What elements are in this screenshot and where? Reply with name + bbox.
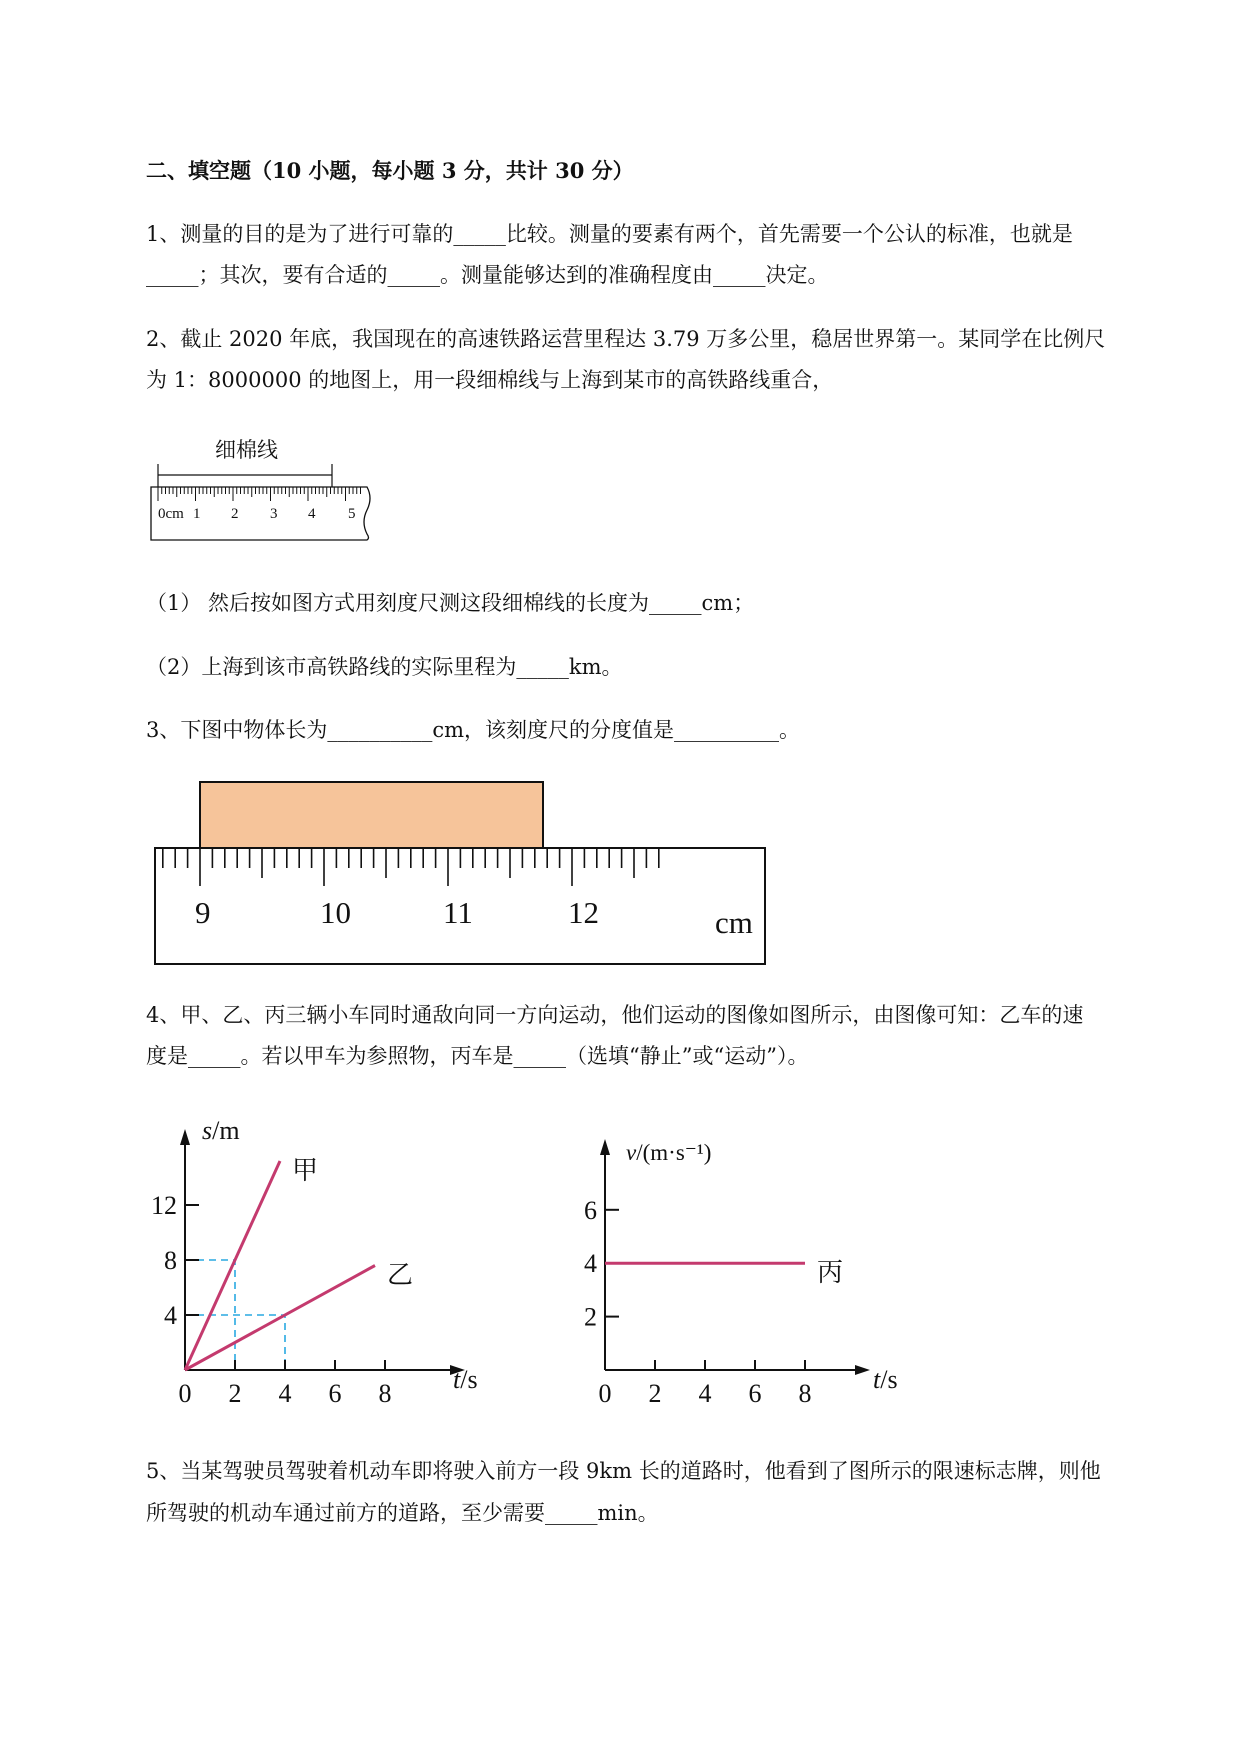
x-tick-label: 4 bbox=[698, 1379, 712, 1408]
svg-text:t/s bbox=[873, 1365, 898, 1394]
ruler-tick-label: 12 bbox=[568, 895, 599, 930]
x-tick-label: 8 bbox=[378, 1379, 392, 1408]
x-tick-label: 2 bbox=[648, 1379, 662, 1408]
ruler-tick-label: 3 bbox=[270, 506, 278, 522]
q4-line2: 度是_____。若以甲车为参照物，丙车是_____（选填“静止”或“运动”）。 bbox=[146, 1044, 809, 1068]
section-title: 二、填空题（10 小题，每小题 3 分，共计 30 分） bbox=[146, 158, 634, 183]
series-line bbox=[185, 1161, 280, 1370]
svg-text:t/s bbox=[453, 1365, 478, 1394]
ruler-tick-label: 1 bbox=[193, 506, 201, 522]
q2-sub2: （2）上海到该市高铁路线的实际里程为_____km。 bbox=[146, 655, 623, 679]
ruler-unit: cm bbox=[715, 905, 753, 940]
y-tick-label: 12 bbox=[151, 1191, 177, 1220]
x-axis-arrow bbox=[855, 1365, 870, 1375]
x-axis-var: t bbox=[873, 1365, 881, 1394]
object-block bbox=[200, 782, 543, 848]
y-axis-arrow bbox=[180, 1129, 190, 1145]
q1-line2: _____；其次，要有合适的_____。测量能够达到的准确程度由_____决定。 bbox=[146, 263, 829, 287]
y-axis-arrow bbox=[600, 1139, 610, 1155]
series-label: 甲 bbox=[292, 1156, 319, 1185]
ruler-tick-label: 4 bbox=[308, 506, 316, 522]
ruler-tick-label: 11 bbox=[443, 895, 473, 930]
x-tick-label: 4 bbox=[278, 1379, 292, 1408]
q5-line1: 5、当某驾驶员驾驶着机动车即将驶入前方一段 9km 长的道路时，他看到了图所示的限速标志牌，则他 bbox=[146, 1459, 1101, 1483]
y-axis-unit: /m bbox=[212, 1116, 240, 1145]
ruler-tick-label: 5 bbox=[348, 506, 356, 522]
y-axis-var: s bbox=[202, 1116, 213, 1145]
series-label: 乙 bbox=[387, 1260, 414, 1290]
s-t-chart bbox=[140, 1115, 500, 1415]
thread-label: 细棉线 bbox=[215, 438, 278, 462]
ruler-tick-label: 10 bbox=[320, 895, 351, 930]
q2-line1: 2、截止 2020 年底，我国现在的高速铁路运营里程达 3.79 万多公里，稳居世界第一。某同学在比例尺 bbox=[146, 327, 1106, 351]
q4-line1: 4、甲、乙、丙三辆小车同时通敌向同一方向运动，他们运动的图像如图所示，由图像可知：乙车的速 bbox=[146, 1003, 1084, 1027]
q5-line2: 所驾驶的机动车通过前方的道路，至少需要_____min。 bbox=[146, 1501, 659, 1525]
x-tick-label: 8 bbox=[798, 1379, 812, 1408]
y-axis-var: v bbox=[626, 1140, 637, 1165]
ruler-tick-label: 2 bbox=[231, 506, 239, 522]
series-line bbox=[185, 1266, 375, 1371]
q2-sub1: （1） 然后按如图方式用刻度尺测这段细棉线的长度为_____cm； bbox=[146, 591, 755, 615]
v-t-chart bbox=[560, 1115, 940, 1415]
block-ruler-figure bbox=[150, 780, 775, 970]
ruler-tick-label: 9 bbox=[195, 895, 211, 930]
y-tick-label: 4 bbox=[584, 1249, 597, 1279]
series-label: 丙 bbox=[817, 1258, 844, 1288]
x-tick-label: 6 bbox=[748, 1379, 762, 1408]
ruler-tick-label: 0cm bbox=[158, 506, 184, 522]
q3-line1: 3、下图中物体长为__________cm，该刻度尺的分度值是__________。 bbox=[146, 718, 801, 742]
x-tick-label: 6 bbox=[328, 1379, 342, 1408]
q1-line1: 1、测量的目的是为了进行可靠的_____比较。测量的要素有两个，首先需要一个公认的标准，也就是 bbox=[146, 222, 1073, 246]
x-axis-unit: /s bbox=[460, 1365, 478, 1394]
x-tick-label: 0 bbox=[598, 1379, 612, 1408]
x-axis-var: t bbox=[453, 1365, 461, 1394]
y-tick-label: 4 bbox=[164, 1301, 177, 1330]
thread-ruler-figure bbox=[145, 430, 375, 545]
y-tick-label: 8 bbox=[164, 1246, 177, 1275]
y-tick-label: 6 bbox=[584, 1195, 597, 1225]
x-tick-label: 2 bbox=[228, 1379, 242, 1408]
y-tick-label: 2 bbox=[584, 1302, 597, 1332]
x-tick-label: 0 bbox=[178, 1379, 192, 1408]
x-axis-unit: /s bbox=[880, 1365, 898, 1394]
q2-line2: 为 1：8000000 的地图上，用一段细棉线与上海到某市的高铁路线重合， bbox=[146, 368, 834, 392]
svg-text:v/(m·s⁻¹) bbox=[626, 1140, 711, 1165]
svg-text:s/m bbox=[202, 1116, 240, 1145]
y-axis-unit: /(m·s⁻¹) bbox=[636, 1140, 712, 1165]
small-ruler bbox=[151, 487, 370, 540]
